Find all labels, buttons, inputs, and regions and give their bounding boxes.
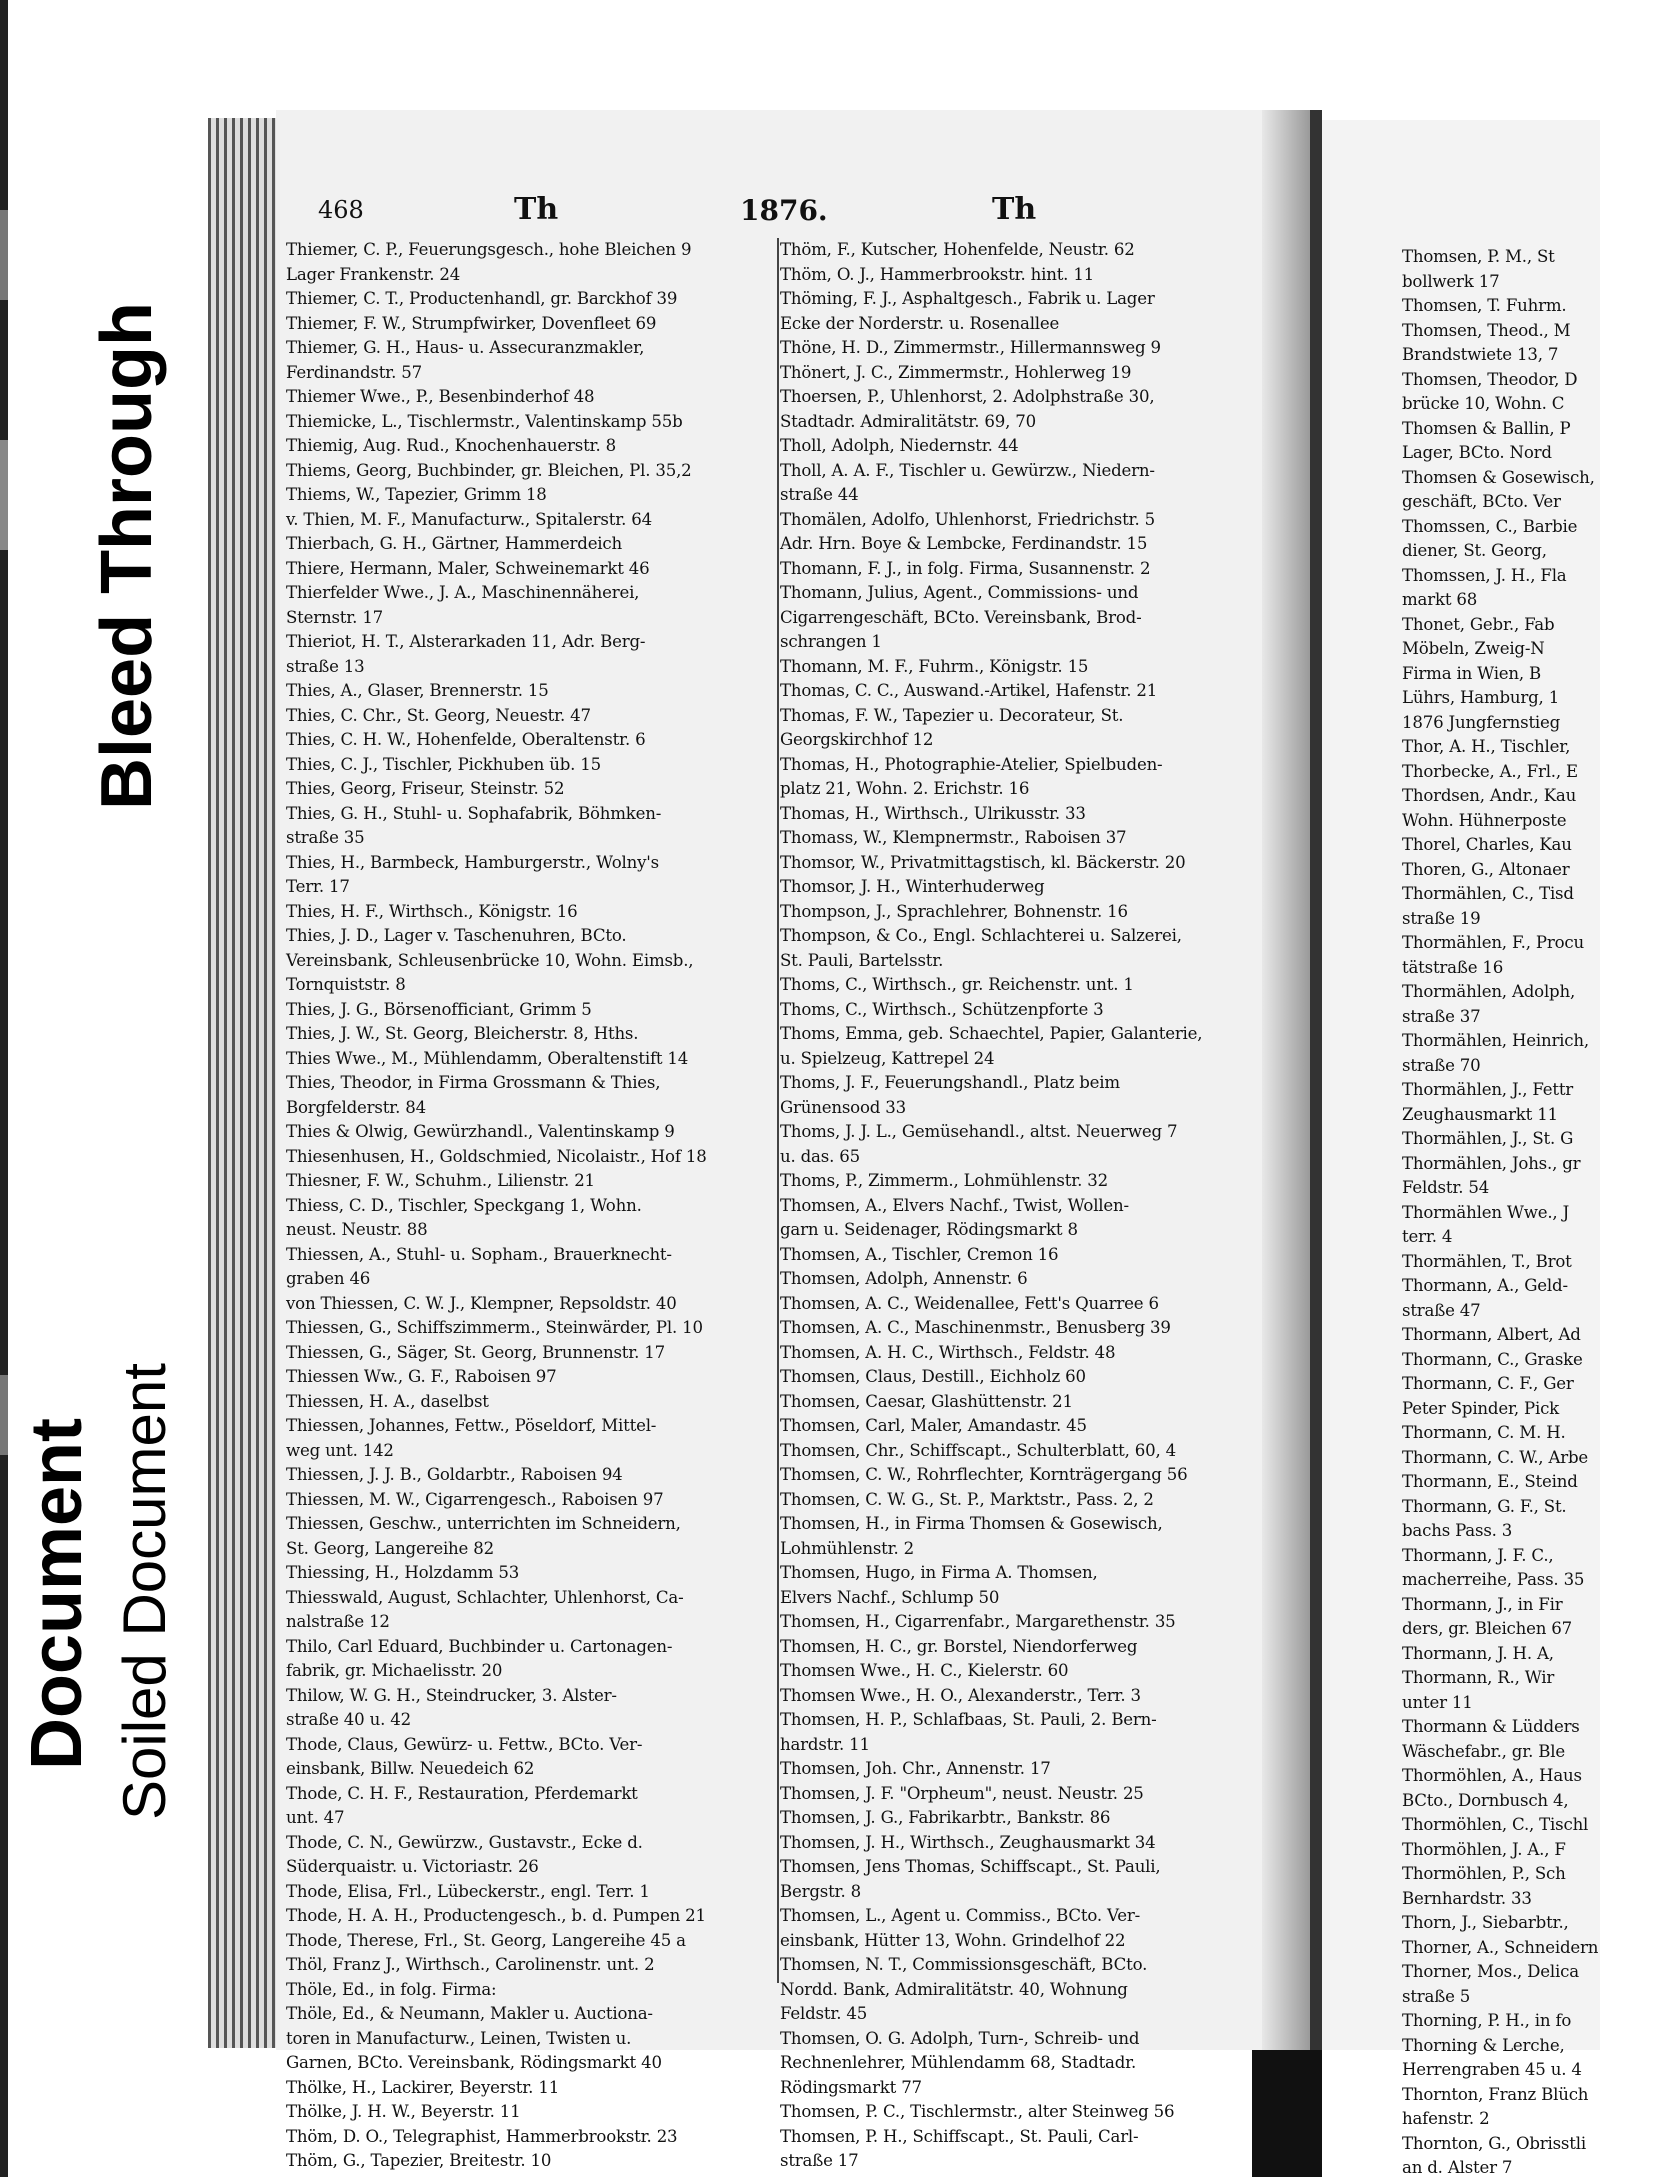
directory-entry: straße 19 (1402, 908, 1481, 928)
directory-entry: Thomsen, J. G., Fabrikarbtr., Bankstr. 86 (780, 1808, 1111, 1827)
directory-entry: St. Georg, Langereihe 82 (286, 1538, 494, 1558)
directory-entry: Lohmühlenstr. 2 (780, 1538, 915, 1558)
directory-entry: Lager Frankenstr. 24 (286, 264, 461, 284)
directory-entry: Thomsen, Chr., Schiffscapt., Schulterblatt, 60, 4 (780, 1440, 1177, 1460)
directory-entry: Thiemicke, L., Tischlermstr., Valentinskamp 55b (286, 411, 683, 431)
directory-entry: Thiessen, M. W., Cigarrengesch., Raboisen 97 (286, 1489, 664, 1509)
directory-entry: Thoms, J. F., Feuerungshandl., Platz beim (780, 1073, 1120, 1092)
directory-entry: Bergstr. 8 (780, 1881, 861, 1901)
page-header (318, 192, 1258, 232)
directory-entry: Thomsen & Gosewisch, (1402, 467, 1595, 487)
directory-entry: Thöl, Franz J., Wirthsch., Carolinenstr. unt. 2 (286, 1955, 655, 1974)
directory-entry: Thöle, Ed., & Neumann, Makler u. Auctiona- (286, 2004, 653, 2023)
directory-entry: Thoms, Emma, geb. Schaechtel, Papier, Galanterie, (780, 1024, 1203, 1043)
directory-entry: Thomann, F. J., in folg. Firma, Susannenstr. 2 (780, 558, 1151, 578)
directory-entry: Garnen, BCto. Vereinsbank, Rödingsmarkt 40 (286, 2053, 662, 2072)
directory-entry: Thiesner, F. W., Schuhm., Lilienstr. 21 (286, 1171, 595, 1190)
directory-entry: u. Spielzeug, Kattrepel 24 (780, 1048, 995, 1068)
directory-entry: Feldstr. 54 (1402, 1178, 1490, 1197)
directory-entry: Thomsen, P. M., St (1402, 247, 1555, 266)
directory-entry: Thomälen, Adolfo, Uhlenhorst, Friedrichstr. 5 (780, 509, 1155, 529)
directory-entry: Thomann, M. F., Fuhrm., Königstr. 15 (780, 656, 1089, 676)
directory-entry: Thormählen, Johs., gr (1402, 1153, 1581, 1173)
directory-entry: Thilo, Carl Eduard, Buchbinder u. Cartonagen- (286, 1636, 673, 1656)
directory-entry: Thiemer Wwe., P., Besenbinderhof 48 (286, 387, 595, 406)
directory-entry: Thiessen, H. A., daselbst (286, 1391, 489, 1411)
directory-entry: brücke 10, Wohn. C (1402, 394, 1565, 413)
directory-entry: Thornton, G., Obrisstli (1402, 2133, 1586, 2153)
directory-entry: Sternstr. 17 (286, 607, 384, 627)
directory-entry: Nordd. Bank, Admiralitätstr. 40, Wohnung (780, 1979, 1128, 1999)
directory-entry: Rödingsmarkt 77 (780, 2077, 922, 2097)
directory-entry: Stadtadr. Admiralitätstr. 69, 70 (780, 411, 1036, 431)
directory-entry: Ferdinandstr. 57 (286, 362, 422, 382)
directory-entry: Thormählen, T., Brot (1402, 1251, 1572, 1271)
directory-entry: weg unt. 142 (286, 1440, 394, 1460)
facing-page (1322, 120, 1600, 2177)
directory-entry: von Thiessen, C. W. J., Klempner, Repsoldstr. 40 (286, 1293, 677, 1313)
directory-entry: Thormöhlen, A., Haus (1402, 1766, 1582, 1785)
directory-entry: Thomsen, Adolph, Annenstr. 6 (780, 1269, 1028, 1288)
directory-entry: Thiesswald, August, Schlachter, Uhlenhorst, Ca- (286, 1587, 684, 1607)
directory-entry: fabrik, gr. Michaelisstr. 20 (286, 1661, 503, 1680)
directory-entry: Thode, C. N., Gewürzw., Gustavstr., Ecke d. (286, 1832, 643, 1852)
scan-left-edge (0, 0, 8, 2177)
directory-entry: Thormann, Albert, Ad (1402, 1325, 1581, 1344)
directory-entry: Thormählen, Adolph, (1402, 982, 1576, 1001)
directory-entry: Thormann, J. F. C., (1402, 1545, 1554, 1565)
directory-entry: Thies, J. W., St. Georg, Bleicherstr. 8, Hths. (286, 1024, 639, 1043)
book-gutter (1310, 110, 1322, 2050)
directory-entry: Thomas, F. W., Tapezier u. Decorateur, St. (780, 705, 1124, 725)
directory-entry: Thode, Therese, Frl., St. Georg, Langereihe 45 a (286, 1930, 686, 1950)
directory-entry: Thomsen, H., in Firma Thomsen & Gosewisch, (780, 1514, 1163, 1533)
directory-entry: Tholl, A. A. F., Tischler u. Gewürzw., Niedern- (780, 460, 1155, 480)
directory-entry: Thiessen, A., Stuhl- u. Sopham., Brauerknecht- (286, 1244, 672, 1264)
directory-entry: Thomsen & Ballin, P (1402, 418, 1571, 438)
directory-entry: tätstraße 16 (1402, 957, 1504, 977)
directory-entry: Thormöhlen, P., Sch (1402, 1864, 1566, 1883)
facing-page-column (1402, 245, 1662, 2181)
directory-entry: Adr. Hrn. Boye & Lembcke, Ferdinandstr. 15 (780, 534, 1148, 553)
directory-entry: hafenstr. 2 (1402, 2109, 1490, 2128)
directory-entry: Thiessen, Geschw., unterrichten im Schneidern, (286, 1514, 681, 1533)
directory-entry: Georgskirchhof 12 (780, 730, 934, 749)
directory-entry: Thormählen, Heinrich, (1402, 1031, 1589, 1050)
directory-entry: unt. 47 (286, 1808, 345, 1827)
directory-entry: straße 5 (1402, 1986, 1471, 2006)
directory-entry: Thieriot, H. T., Alsterarkaden 11, Adr. Berg- (286, 632, 646, 651)
directory-entry: Peter Spinder, Pick (1402, 1398, 1560, 1418)
edge-mark (0, 210, 8, 300)
directory-entry: nalstraße 12 (286, 1612, 390, 1631)
directory-entry: Thiesenhusen, H., Goldschmied, Nicolaistr., Hof 18 (286, 1146, 707, 1166)
directory-entry: Thormählen, F., Procu (1402, 933, 1584, 952)
directory-entry: Thiemer, F. W., Strumpfwirker, Dovenfleet 69 (286, 313, 657, 333)
directory-entry: Thomsen, J. H., Wirthsch., Zeughausmarkt 34 (780, 1832, 1156, 1852)
directory-entry: Thomsen, A. C., Maschinenmstr., Benusberg 39 (780, 1318, 1171, 1337)
directory-entry: Thöm, G., Tapezier, Breitestr. 10 (286, 2151, 552, 2170)
directory-entry: Thomsen, L., Agent u. Commiss., BCto. Ver- (780, 1906, 1141, 1925)
directory-entry: Thoms, C., Wirthsch., Schützenpforte 3 (780, 999, 1104, 1019)
directory-entry: ders, gr. Bleichen 67 (1402, 1619, 1573, 1638)
column-divider (777, 238, 779, 1983)
directory-entry: Thiessen, J. J. B., Goldarbtr., Raboisen 94 (286, 1465, 623, 1484)
soiled-document-label: Soiled Document (111, 1363, 178, 1820)
directory-entry: Thiessen, Johannes, Fettw., Pöseldorf, Mittel- (286, 1416, 657, 1435)
directory-entry: Thormann, E., Steind (1402, 1472, 1578, 1491)
directory-entry: graben 46 (286, 1269, 371, 1288)
directory-entry: schrangen 1 (780, 632, 882, 651)
edge-mark (0, 1375, 8, 1455)
directory-entry: Thomssen, C., Barbie (1402, 516, 1578, 536)
directory-entry: Tornquiststr. 8 (286, 975, 406, 994)
directory-entry: Thoms, P., Zimmerm., Lohmühlenstr. 32 (780, 1171, 1108, 1190)
bleed-through-label: Bleed Through (87, 302, 167, 810)
directory-entry: unter 11 (1402, 1692, 1473, 1712)
directory-entry: Thomsen, Hugo, in Firma A. Thomsen, (780, 1563, 1098, 1582)
directory-entry: 1876 Jungfernstieg (1402, 712, 1561, 732)
directory-entry: Lührs, Hamburg, 1 (1402, 688, 1560, 707)
page-number: 468 (318, 196, 364, 224)
left-heading: Th (514, 192, 559, 227)
directory-entry: Thorner, A., Schneidern (1402, 1937, 1599, 1957)
directory-entry: Cigarrengeschäft, BCto. Vereinsbank, Brod- (780, 607, 1142, 627)
directory-entry: Thomsen, C. W. G., St. P., Marktstr., Pass. 2, 2 (780, 1489, 1154, 1509)
directory-entry: Thomsen, P. H., Schiffscapt., St. Pauli, Carl- (780, 2126, 1139, 2146)
directory-entry: Thoren, G., Altonaer (1402, 859, 1570, 879)
directory-entry: Thöm, F., Kutscher, Hohenfelde, Neustr. 62 (780, 240, 1135, 259)
directory-entry: Thomsen, H. C., gr. Borstel, Niendorferweg (780, 1636, 1138, 1656)
directory-entry: Thies, J. D., Lager v. Taschenuhren, BCto. (286, 926, 627, 945)
directory-entry: neust. Neustr. 88 (286, 1220, 428, 1239)
directory-entry: garn u. Seidenager, Rödingsmarkt 8 (780, 1220, 1078, 1239)
directory-column-left (286, 238, 774, 2174)
directory-entry: Thiessing, H., Holzdamm 53 (286, 1563, 520, 1582)
directory-entry: Thiems, W., Tapezier, Grimm 18 (286, 485, 547, 504)
directory-entry: Thierbach, G. H., Gärtner, Hammerdeich (286, 534, 622, 553)
directory-entry: markt 68 (1402, 590, 1478, 609)
directory-entry: straße 35 (286, 828, 365, 847)
directory-entry: Thies, G. H., Stuhl- u. Sophafabrik, Böhmken- (286, 803, 662, 823)
directory-entry: Thormählen, J., St. G (1402, 1129, 1574, 1148)
directory-entry: straße 70 (1402, 1055, 1481, 1075)
directory-entry: Thor, A. H., Tischler, (1402, 737, 1571, 756)
directory-entry: BCto., Dornbusch 4, (1402, 1790, 1569, 1810)
directory-entry: Thomass, W., Klempnermstr., Raboisen 37 (780, 828, 1127, 847)
directory-entry: Thode, H. A. H., Productengesch., b. d. Pumpen 21 (286, 1906, 706, 1925)
directory-entry: Thorbecke, A., Frl., E (1402, 761, 1578, 781)
directory-entry: straße 37 (1402, 1006, 1481, 1026)
directory-entry: Thies, C. J., Tischler, Pickhuben üb. 15 (286, 754, 602, 774)
directory-entry: Thomsen, Joh. Chr., Annenstr. 17 (780, 1759, 1051, 1778)
directory-entry: Terr. 17 (286, 877, 350, 896)
directory-entry: Lager, BCto. Nord (1402, 443, 1552, 462)
directory-entry: Thompson, & Co., Engl. Schlachterei u. Salzerei, (780, 926, 1182, 945)
directory-entry: Elvers Nachf., Schlump 50 (780, 1587, 1000, 1607)
directory-entry: Thormann, J. H. A, (1402, 1643, 1554, 1663)
directory-entry: Thies, C. H. W., Hohenfelde, Oberaltenstr. 6 (286, 730, 646, 749)
directory-entry: Thomsen, P. C., Tischlermstr., alter Steinweg 56 (780, 2102, 1175, 2121)
directory-entry: Möbeln, Zweig-N (1402, 639, 1545, 658)
directory-entry: Thomsen, T. Fuhrm. (1402, 296, 1567, 315)
directory-entry: Thomsen, Claus, Destill., Eichholz 60 (780, 1367, 1086, 1386)
directory-entry: Thomsen Wwe., H. O., Alexanderstr., Terr. 3 (780, 1685, 1141, 1705)
directory-entry: Thies, A., Glaser, Brennerstr. 15 (286, 681, 549, 700)
directory-entry: Thiemer, C. P., Feuerungsgesch., hohe Bleichen 9 (286, 240, 692, 259)
directory-entry: Thomsen, J. F. "Orpheum", neust. Neustr. 25 (780, 1783, 1144, 1803)
directory-entry: Thormöhlen, J. A., F (1402, 1839, 1566, 1859)
directory-entry: Thormann & Lüdders (1402, 1717, 1580, 1736)
directory-entry: straße 17 (780, 2151, 859, 2170)
directory-entry: Thorel, Charles, Kau (1402, 835, 1572, 854)
directory-entry: Thiessen, G., Säger, St. Georg, Brunnenstr. 17 (286, 1342, 666, 1362)
page-stack-edges (208, 118, 280, 2048)
directory-entry: Thies, C. Chr., St. Georg, Neuestr. 47 (286, 705, 591, 725)
directory-entry: Thilow, W. G. H., Steindrucker, 3. Alster- (286, 1685, 617, 1705)
directory-entry: Wäschefabr., gr. Ble (1402, 1741, 1566, 1761)
directory-entry: macherreihe, Pass. 35 (1402, 1570, 1585, 1589)
directory-entry: Thormann, R., Wir (1402, 1668, 1555, 1687)
directory-entry: Thies, J. G., Börsenofficiant, Grimm 5 (286, 999, 592, 1019)
directory-entry: Thöming, F. J., Asphaltgesch., Fabrik u. Lager (780, 289, 1155, 308)
directory-entry: Thorner, Mos., Delica (1402, 1962, 1579, 1981)
directory-entry: Thorn, J., Siebarbtr., (1402, 1913, 1569, 1932)
directory-entry: Rechnenlehrer, Mühlendamm 68, Stadtadr. (780, 2053, 1137, 2072)
edge-mark (0, 440, 8, 550)
directory-entry: Thomsen, N. T., Commissionsgeschäft, BCto. (780, 1955, 1148, 1974)
directory-entry: Borgfelderstr. 84 (286, 1097, 426, 1117)
directory-entry: Thormann, J., in Fir (1402, 1594, 1563, 1614)
directory-entry: Thomsen, A. H. C., Wirthsch., Feldstr. 48 (780, 1342, 1116, 1362)
directory-entry: Grünensood 33 (780, 1097, 906, 1117)
directory-entry: straße 40 u. 42 (286, 1710, 411, 1729)
directory-entry: bachs Pass. 3 (1402, 1521, 1513, 1540)
directory-entry: Thormann, C. F., Ger (1402, 1374, 1574, 1393)
directory-entry: Firma in Wien, B (1402, 663, 1542, 683)
directory-entry: Thormann, C. M. H. (1402, 1423, 1566, 1442)
directory-entry: Thönert, J. C., Zimmermstr., Hohlerweg 19 (780, 362, 1132, 382)
directory-entry: Thormöhlen, C., Tischl (1402, 1815, 1589, 1834)
directory-entry: toren in Manufacturw., Leinen, Twisten u. (286, 2028, 632, 2048)
directory-column-right (780, 238, 1272, 2174)
directory-entry: diener, St. Georg, (1402, 541, 1547, 560)
directory-entry: Thormählen Wwe., J (1402, 1202, 1570, 1222)
directory-entry: Thomsen, Theod., M (1402, 320, 1571, 340)
directory-entry: platz 21, Wohn. 2. Erichstr. 16 (780, 779, 1030, 798)
directory-entry: Thonet, Gebr., Fab (1402, 614, 1555, 634)
directory-entry: Thiere, Hermann, Maler, Schweinemarkt 46 (286, 558, 650, 578)
year-heading: 1876. (740, 194, 828, 227)
directory-entry: Thormann, C., Graske (1402, 1349, 1583, 1369)
directory-entry: Thies & Olwig, Gewürzhandl., Valentinskamp 9 (286, 1122, 675, 1141)
directory-entry: Thomann, Julius, Agent., Commissions- und (780, 583, 1139, 602)
directory-entry: an d. Alster 7 (1402, 2158, 1513, 2177)
directory-entry: einsbank, Billw. Neuedeich 62 (286, 1759, 535, 1778)
directory-entry: Herrengraben 45 u. 4 (1402, 2060, 1582, 2079)
directory-entry: Thierfelder Wwe., J. A., Maschinennäherei, (286, 583, 640, 602)
directory-entry: Thorning & Lerche, (1402, 2035, 1565, 2055)
directory-entry: Ecke der Norderstr. u. Rosenallee (780, 313, 1060, 333)
directory-entry: v. Thien, M. F., Manufacturw., Spitalerstr. 64 (286, 509, 652, 529)
directory-entry: Thomsen, Carl, Maler, Amandastr. 45 (780, 1416, 1087, 1435)
directory-entry: Thies, H. F., Wirthsch., Königstr. 16 (286, 901, 578, 921)
directory-entry: straße 44 (780, 485, 859, 504)
directory-entry: Thompson, J., Sprachlehrer, Bohnenstr. 16 (780, 901, 1128, 921)
directory-entry: Thomsen, Theodor, D (1402, 369, 1578, 389)
directory-entry: Thiemig, Aug. Rud., Knochenhauerstr. 8 (286, 436, 616, 455)
directory-entry: geschäft, BCto. Ver (1402, 492, 1561, 511)
directory-entry: Thöle, Ed., in folg. Firma: (286, 1979, 497, 1999)
directory-entry: Thormann, A., Geld- (1402, 1276, 1568, 1295)
directory-entry: einsbank, Hütter 13, Wohn. Grindelhof 22 (780, 1930, 1126, 1950)
directory-entry: Thiess, C. D., Tischler, Speckgang 1, Wohn. (286, 1195, 642, 1215)
directory-entry: bollwerk 17 (1402, 271, 1500, 291)
directory-entry: Thomsen, Caesar, Glashüttenstr. 21 (780, 1391, 1073, 1411)
directory-entry: Thöne, H. D., Zimmermstr., Hillermannsweg 9 (780, 338, 1161, 357)
directory-entry: Thomas, H., Wirthsch., Ulrikusstr. 33 (780, 803, 1086, 823)
directory-entry: Thölke, J. H. W., Beyerstr. 11 (286, 2102, 521, 2121)
directory-entry: Thomsen, H. P., Schlafbaas, St. Pauli, 2. Bern- (780, 1710, 1157, 1729)
directory-entry: Thies, H., Barmbeck, Hamburgerstr., Wolny's (286, 852, 659, 872)
directory-entry: Süderquaistr. u. Victoriastr. 26 (286, 1857, 539, 1876)
directory-entry: Thomsen, O. G. Adolph, Turn-, Schreib- und (780, 2028, 1140, 2048)
directory-entry: Thormann, C. W., Arbe (1402, 1447, 1589, 1467)
directory-entry: Thode, Claus, Gewürz- u. Fettw., BCto. Ver- (286, 1734, 643, 1754)
directory-entry: Thomsen, Jens Thomas, Schiffscapt., St. Pauli, (780, 1857, 1161, 1876)
directory-entry: Thölke, H., Lackirer, Beyerstr. 11 (286, 2077, 560, 2097)
directory-entry: Wohn. Hühnerposte (1402, 810, 1567, 830)
directory-entry: Thordsen, Andr., Kau (1402, 786, 1577, 805)
directory-entry: Thode, C. H. F., Restauration, Pferdemarkt (286, 1783, 638, 1803)
directory-entry: Thomsen, H., Cigarrenfabr., Margarethenstr. 35 (780, 1612, 1176, 1631)
directory-entry: Thomsen, A., Elvers Nachf., Twist, Wollen- (780, 1195, 1129, 1215)
directory-entry: Thoms, J. J. L., Gemüsehandl., altst. Neuerweg 7 (780, 1122, 1178, 1141)
directory-entry: Thiessen, G., Schiffszimmerm., Steinwärder, Pl. 10 (286, 1318, 703, 1337)
directory-entry: hardstr. 11 (780, 1734, 870, 1754)
directory-entry: Thode, Elisa, Frl., Lübeckerstr., engl. Terr. 1 (286, 1881, 650, 1901)
right-heading: Th (992, 192, 1037, 227)
directory-entry: Thöm, O. J., Hammerbrookstr. hint. 11 (780, 264, 1095, 284)
directory-entry: u. das. 65 (780, 1146, 860, 1166)
directory-entry: Thomsor, J. H., Winterhuderweg (780, 877, 1045, 896)
document-label: Document (17, 1417, 97, 1770)
directory-entry: Thomsor, W., Privatmittagstisch, kl. Bäckerstr. 20 (780, 852, 1186, 872)
directory-entry: terr. 4 (1402, 1227, 1453, 1246)
directory-entry: Thöm, D. O., Telegraphist, Hammerbrookstr. 23 (286, 2126, 678, 2146)
directory-entry: Thorning, P. H., in fo (1402, 2011, 1572, 2030)
directory-entry: Vereinsbank, Schleusenbrücke 10, Wohn. Eimsb., (286, 950, 694, 970)
directory-entry: St. Pauli, Bartelsstr. (780, 950, 944, 970)
directory-entry: Tholl, Adolph, Niedernstr. 44 (780, 436, 1019, 455)
directory-entry: Thomsen, C. W., Rohrflechter, Kornträgergang 56 (780, 1465, 1188, 1484)
directory-entry: Thiemer, G. H., Haus- u. Assecuranzmakler, (286, 338, 645, 357)
directory-entry: straße 13 (286, 656, 365, 676)
directory-entry: Thomsen, A. C., Weidenallee, Fett's Quarree 6 (780, 1293, 1159, 1313)
directory-entry: Thiems, Georg, Buchbinder, gr. Bleichen, Pl. 35,2 (286, 460, 692, 480)
directory-entry: Thomsen Wwe., H. C., Kielerstr. 60 (780, 1661, 1069, 1680)
directory-entry: Bernhardstr. 33 (1402, 1888, 1532, 1908)
directory-entry: Thormann, G. F., St. (1402, 1496, 1567, 1516)
directory-entry: Thiessen Ww., G. F., Raboisen 97 (286, 1367, 557, 1386)
directory-entry: Thornton, Franz Blüch (1402, 2084, 1589, 2104)
directory-entry: Thomas, H., Photographie-Atelier, Spielbuden- (780, 754, 1163, 774)
directory-entry: straße 47 (1402, 1300, 1481, 1320)
directory-entry: Thomssen, J. H., Fla (1402, 565, 1567, 585)
directory-entry: Zeughausmarkt 11 (1402, 1104, 1558, 1124)
directory-entry: Thoms, C., Wirthsch., gr. Reichenstr. unt. 1 (780, 975, 1134, 994)
directory-entry: Thoersen, P., Uhlenhorst, 2. Adolphstraße 30, (780, 387, 1155, 406)
directory-entry: Thormählen, C., Tisd (1402, 884, 1574, 903)
directory-entry: Thies, Theodor, in Firma Grossmann & Thies, (286, 1073, 661, 1092)
directory-entry: Brandstwiete 13, 7 (1402, 345, 1559, 364)
directory-entry: Feldstr. 45 (780, 2004, 868, 2023)
directory-entry: Thomas, C. C., Auswand.-Artikel, Hafenstr. 21 (780, 681, 1158, 700)
directory-entry: Thies, Georg, Friseur, Steinstr. 52 (286, 779, 565, 798)
directory-entry: Thiemer, C. T., Productenhandl, gr. Barckhof 39 (286, 289, 678, 308)
directory-entry: Thies Wwe., M., Mühlendamm, Oberaltenstift 14 (286, 1048, 689, 1068)
directory-entry: Thomsen, A., Tischler, Cremon 16 (780, 1244, 1059, 1264)
directory-entry: Thormählen, J., Fettr (1402, 1080, 1574, 1099)
